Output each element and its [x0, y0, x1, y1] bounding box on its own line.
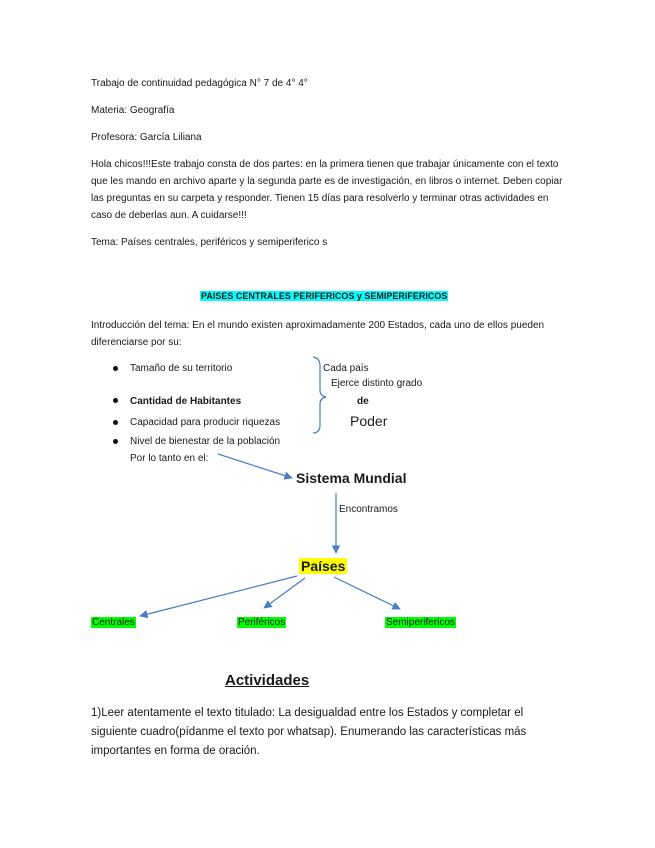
arrow-countries-to-central: [140, 576, 297, 616]
brace-text-power: Poder: [350, 413, 388, 429]
header-line-teacher: Profesora: García Liliana: [91, 132, 202, 143]
activities-title: Actividades: [225, 672, 310, 689]
arrow-lead-to-system: [218, 454, 292, 478]
bullet-item-territory: Tamaño de su territorio: [130, 363, 233, 374]
activity-item-1: 1)Leer atentamente el texto titulado: La desigualdad entre los Estados y completar el siguiente cuadro(pídanme el texto por whatsap). Enumerando las características más importantes en forma de oración.: [91, 707, 527, 757]
bullet-item-population: Cantidad de Habitantes: [130, 396, 242, 407]
brace-text-line2: Ejerce distinto grado: [331, 378, 423, 389]
diagram-connector-label: Encontramos: [339, 504, 398, 515]
bullet-item-welfare: Nivel de bienestar de la población: [130, 436, 281, 447]
diagram-peripheral-label: Periféricos: [238, 617, 286, 628]
diagram-lead-text: Por lo tanto en el:: [130, 453, 209, 464]
arrow-countries-to-semiperipheral: [334, 577, 400, 609]
diagram-semiperipheral-label: Semiperifericos: [386, 617, 455, 628]
diagram-countries-label: Países: [301, 558, 346, 574]
brace-text-line3: de: [357, 396, 369, 407]
header-line-title: Trabajo de continuidad pedagógica N° 7 de 4° 4°: [91, 78, 308, 89]
brace-bracket: [313, 357, 326, 433]
topic-introduction: Introducción del tema: En el mundo existen aproximadamente 200 Estados, cada uno de ellos pueden diferenciarse por su:: [91, 320, 545, 348]
intro-paragraph: Hola chicos!!!Este trabajo consta de dos partes: en la primera tienen que trabajar únicamente con el texto que les mando en archivo aparte y la segunda parte es de investigación, en libros o internet. Deben copiar las preguntas en su carpeta y responder. Tienen 15 días para resolverlo y terminar otras actividades en caso de deberlas aun. A cuidarse!!!: [91, 159, 563, 221]
section-title-text: PAISES CENTRALES PERIFERICOS y SEMIPERIFERICOS: [201, 291, 448, 301]
diagram-central-label: Centrales: [92, 617, 135, 628]
diagram-system-label: Sistema Mundial: [296, 470, 407, 486]
header-line-subject: Materia: Geografía: [91, 105, 175, 116]
bullet-item-wealth: Capacidad para producir riquezas: [130, 417, 281, 428]
topic-line: Tema: Países centrales, periféricos y semiperiferico s: [91, 237, 328, 248]
brace-text-line1: Cada país: [323, 363, 369, 374]
